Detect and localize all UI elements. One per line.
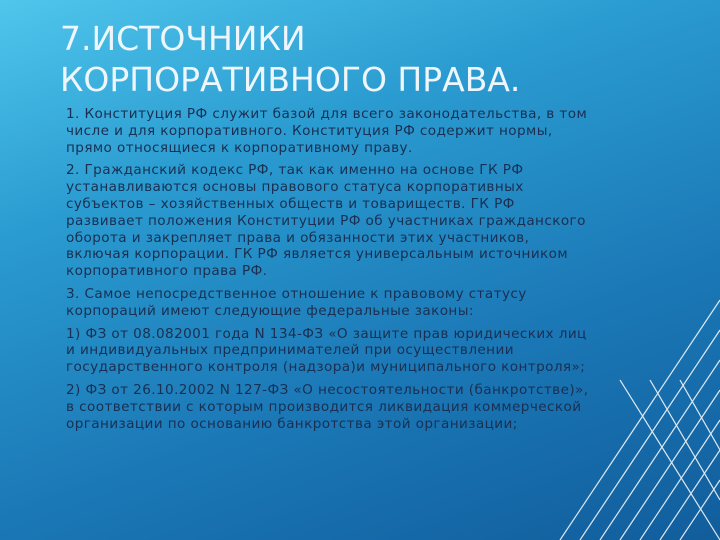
- bullet-item: [46, 382, 686, 432]
- bullet-text-line: прямо относящиеся к корпоративному праву.: [66, 139, 413, 156]
- decor-line: [680, 380, 720, 450]
- bullet-text-line: корпораций имеют следующие федеральные законы:: [66, 302, 474, 319]
- bullet-text-line: 1. Конституция РФ служит базой для всего законодательства, в том: [66, 106, 588, 122]
- bullet-text-line: организации по основанию банкротства этой организации;: [66, 415, 518, 432]
- bullet-text-line: 1) ФЗ от 08.082001 года N 134-ФЗ «О защите прав юридических лиц: [66, 325, 587, 342]
- slide-title: [60, 18, 660, 100]
- bullet-text-line: 2) ФЗ от 26.10.2002 N 127-ФЗ «О несостоятельности (банкротстве)»,: [66, 381, 589, 398]
- bullet-text-line: включая корпорации. ГК РФ является универсальным источником: [66, 246, 569, 263]
- bullet-text-line: 3. Самое непосредственное отношение к правовому статусу: [66, 285, 527, 302]
- bullet-text-line: оборота и закрепляет права и обязанности этих участников,: [66, 229, 530, 246]
- bullet-text-line: корпоративного права РФ.: [66, 263, 268, 280]
- bullet-text-line: субъектов – хозяйственных обществ и товариществ. ГК РФ: [66, 195, 515, 212]
- bullet-text-line: числе и для корпоративного. Конституция РФ содержит нормы,: [66, 122, 553, 139]
- bullet-item: [46, 286, 686, 320]
- slide-title-line: КОРПОРАТИВНОГО ПРАВА.: [60, 60, 521, 99]
- bullet-text-line: устанавливаются основы правового статуса корпоративных: [66, 179, 524, 196]
- bullet-text-line: и индивидуальных предпринимателей при осуществлении: [66, 342, 514, 359]
- bullet-item: [46, 106, 686, 156]
- bullet-list: [46, 106, 686, 438]
- bullet-item: [46, 326, 686, 376]
- bullet-text-line: государственного контроля (надзора)и муниципального контроля»;: [66, 359, 586, 376]
- slide-title-line: 7.ИСТОЧНИКИ: [60, 19, 306, 58]
- decor-line: [660, 450, 720, 540]
- bullet-text-line: 2. Гражданский кодекс РФ, так как именно на основе ГК РФ: [66, 162, 524, 179]
- bullet-text-line: развивает положения Конституции РФ об участниках гражданского: [66, 212, 586, 229]
- decor-line: [680, 480, 720, 540]
- bullet-text-line: в соответствии с которым производится ликвидация коммерческой: [66, 398, 582, 415]
- bullet-item: [46, 162, 686, 280]
